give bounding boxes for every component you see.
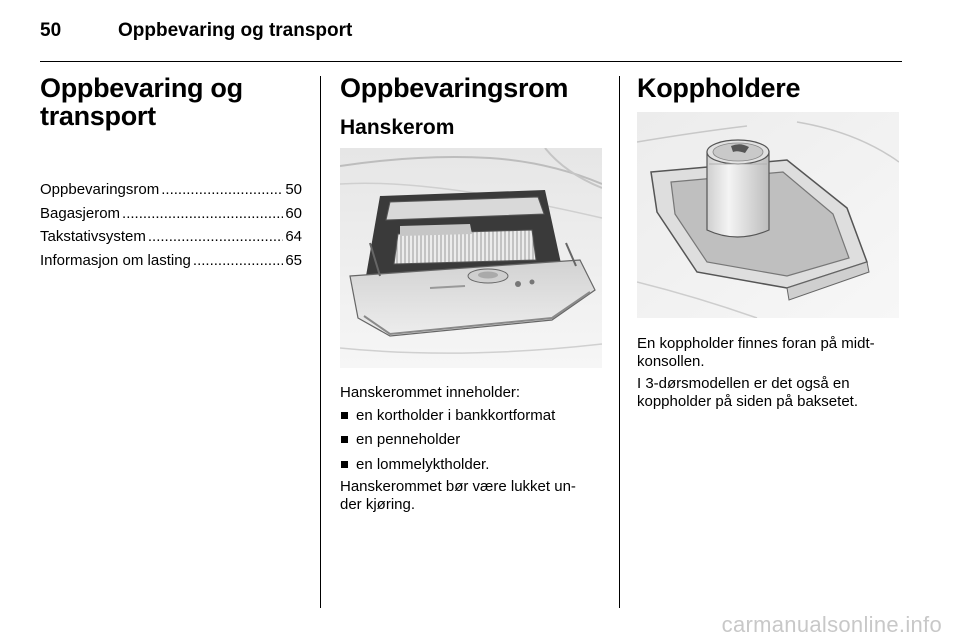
chapter-title-line1: Oppbevaring og [40,73,243,103]
running-title: Oppbevaring og transport [118,20,353,41]
column-divider-1 [320,76,321,608]
note-line2: der kjøring. [340,495,416,513]
toc-label: Bagasjerom [40,204,121,222]
section-title-storage: Oppbevaringsrom [340,73,569,103]
toc-label: Takstativsystem [40,228,146,245]
chapter-title-line2: transport [40,101,156,131]
column-chapter [40,74,302,272]
glovebox-intro: Hanskerommet inneholder: [340,384,521,401]
list-item: en penneholder [340,431,602,449]
para2-line1: I 3-dørsmodellen er det også en [637,375,850,392]
toc-leader [161,178,283,202]
toc-entry-takstativsystem[interactable] [40,225,302,249]
toc-page: 64 [285,228,302,245]
subsection-title-glovebox: Hanskerom [340,116,455,139]
glovebox-illustration [340,148,602,368]
chapter-title [40,74,302,130]
toc-entry-bagasjerom[interactable] [40,202,302,226]
glovebox-note [340,478,602,513]
toc-page: 65 [285,251,302,269]
column-divider-2 [619,76,620,608]
header-rule [40,61,902,62]
table-of-contents [40,178,302,272]
cupholder-para1 [637,335,899,370]
para1-line1: En koppholder finnes foran på midt- [637,335,875,352]
para2-line2: koppholder på siden på baksetet. [637,392,858,410]
cupholder-illustration [637,112,899,318]
toc-label: Informasjon om lasting [40,251,191,269]
list-item: en lommelyktholder. [340,456,602,474]
page-header [40,20,900,44]
toc-page: 60 [285,204,302,222]
toc-leader [148,225,283,249]
note-line1: Hanskerommet bør være lukket un- [340,478,576,495]
toc-page: 50 [285,181,302,198]
column-storage [340,74,602,513]
section-title-cupholders: Koppholdere [637,73,801,103]
cupholder-para2 [637,375,899,410]
toc-entry-lasting[interactable] [40,249,302,273]
glovebox-contents-list [340,407,602,474]
toc-entry-oppbevaringsrom[interactable] [40,178,302,202]
column-cupholders [637,74,899,410]
watermark: carmanualsonline.info [721,612,942,637]
list-item: en kortholder i bankkortformat [340,407,602,425]
para1-line2: konsollen. [637,352,705,370]
toc-label: Oppbevaringsrom [40,181,160,198]
toc-leader [193,249,283,273]
toc-leader [122,202,283,226]
page-number: 50 [40,20,62,41]
